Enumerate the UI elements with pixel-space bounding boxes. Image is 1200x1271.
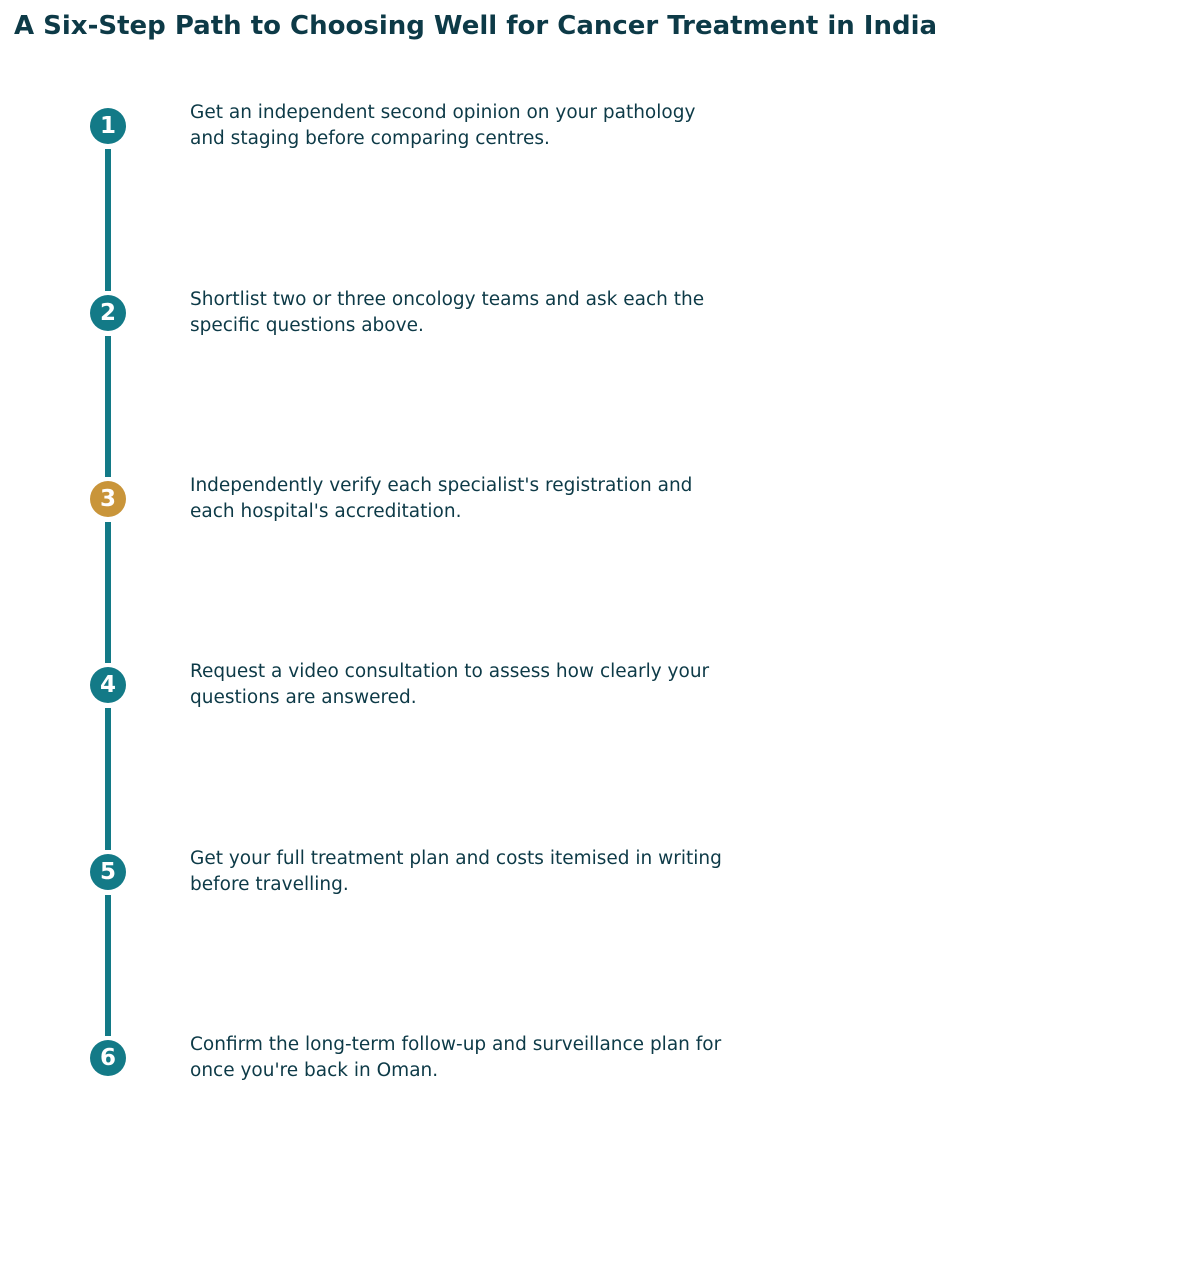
step-description: Independently verify each specialist's registration and each hospital's accreditation. — [190, 475, 693, 522]
step-number-badge: 1 — [90, 108, 126, 144]
timeline-connector — [105, 522, 111, 663]
step-number-badge: 5 — [90, 854, 126, 890]
step-description: Get an independent second opinion on your pathology and staging before comparing centres. — [190, 102, 696, 149]
step-number-badge: 6 — [90, 1040, 126, 1076]
step-description: Confirm the long-term follow-up and surveillance plan for once you're back in Oman. — [190, 1034, 722, 1081]
step-description: Get your full treatment plan and costs itemised in writing before travelling. — [190, 848, 722, 895]
timeline-connector — [105, 149, 111, 291]
timeline-connector — [105, 708, 111, 850]
step-description: Request a video consultation to assess how clearly your questions are answered. — [190, 661, 710, 708]
step-description: Shortlist two or three oncology teams and ask each the specific questions above. — [190, 289, 705, 336]
step-number-badge: 4 — [90, 667, 126, 703]
timeline-connector — [105, 336, 111, 477]
step-number-badge: 2 — [90, 295, 126, 331]
step-number-badge: 3 — [90, 481, 126, 517]
timeline-connector — [105, 895, 111, 1036]
page-title: A Six-Step Path to Choosing Well for Cancer Treatment in India — [14, 11, 938, 41]
